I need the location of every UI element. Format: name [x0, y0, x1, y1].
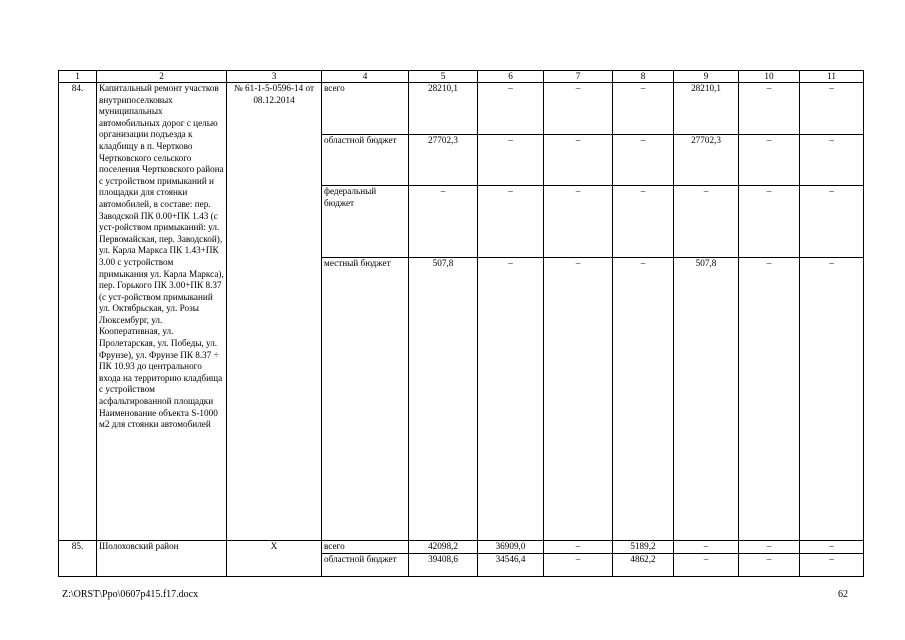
value-cell: 42098,2: [409, 541, 478, 554]
value-cell: 34546,4: [478, 553, 544, 576]
document-reference: № 61-1-5-0596-14 от 08.12.2014: [227, 83, 322, 541]
header-cell: 8: [613, 71, 674, 83]
header-cell: 2: [97, 71, 227, 83]
header-cell: 9: [674, 71, 739, 83]
value-cell: –: [478, 186, 544, 258]
object-description: Шолоховский район: [97, 541, 227, 577]
value-cell: –: [800, 553, 864, 576]
value-cell: –: [613, 258, 674, 541]
value-cell: 507,8: [674, 258, 739, 541]
funding-source: областной бюджет: [322, 135, 409, 186]
document-reference: Х: [227, 541, 322, 577]
table-row: [59, 83, 864, 135]
value-cell: –: [674, 541, 739, 554]
funding-source: федеральный бюджет: [322, 186, 409, 258]
value-cell: 4862,2: [613, 553, 674, 576]
funding-source: областной бюджет: [322, 553, 409, 576]
value-cell: 28210,1: [409, 83, 478, 135]
value-cell: –: [409, 186, 478, 258]
value-cell: –: [478, 258, 544, 541]
value-cell: –: [739, 258, 800, 541]
value-cell: –: [739, 135, 800, 186]
value-cell: –: [739, 186, 800, 258]
header-cell: 4: [322, 71, 409, 83]
value-cell: –: [674, 553, 739, 576]
value-cell: –: [544, 135, 613, 186]
value-cell: –: [613, 83, 674, 135]
funding-source: местный бюджет: [322, 258, 409, 541]
row-number: 85.: [59, 541, 97, 577]
header-row: [59, 71, 864, 83]
header-cell: 6: [478, 71, 544, 83]
value-cell: 39408,6: [409, 553, 478, 576]
value-cell: 28210,1: [674, 83, 739, 135]
header-cell: 5: [409, 71, 478, 83]
value-cell: 36909,0: [478, 541, 544, 554]
program-table: [58, 70, 864, 577]
value-cell: –: [674, 186, 739, 258]
value-cell: –: [544, 553, 613, 576]
value-cell: –: [544, 258, 613, 541]
value-cell: –: [800, 186, 864, 258]
header-cell: 3: [227, 71, 322, 83]
row-number: 84.: [59, 83, 97, 541]
funding-source: всего: [322, 541, 409, 554]
value-cell: –: [478, 83, 544, 135]
file-path: Z:\ORST\Ppo\0607p415.f17.docx: [62, 589, 199, 600]
value-cell: –: [613, 186, 674, 258]
page-number: 62: [838, 589, 848, 600]
value-cell: –: [739, 83, 800, 135]
value-cell: –: [544, 541, 613, 554]
value-cell: –: [544, 186, 613, 258]
value-cell: –: [739, 541, 800, 554]
value-cell: –: [800, 135, 864, 186]
value-cell: 5189,2: [613, 541, 674, 554]
header-cell: 1: [59, 71, 97, 83]
value-cell: –: [739, 553, 800, 576]
value-cell: –: [478, 135, 544, 186]
header-cell: 11: [800, 71, 864, 83]
value-cell: –: [800, 258, 864, 541]
table-row: [59, 541, 864, 554]
value-cell: –: [800, 541, 864, 554]
value-cell: –: [544, 83, 613, 135]
value-cell: 27702,3: [674, 135, 739, 186]
header-cell: 10: [739, 71, 800, 83]
header-cell: 7: [544, 71, 613, 83]
value-cell: 507,8: [409, 258, 478, 541]
value-cell: 27702,3: [409, 135, 478, 186]
object-description: Капитальный ремонт участков внутрипоселковых муниципальных автомобильных дорог с целью организации подъезда к кладбищу в п. Чертково Чертковского сельского поселения Чертковского района с устройством примыканий и площадки для стоянки автомобилей, в составе: пер. Заводской ПК 0.00+ПК 1.43 (с уст-ройством примыканий: ул. Первомайская, пер. Заводской), ул. Карла Маркса ПК 1.43+ПК 3.00 с устройством примыкания ул. Карла Маркса), пер. Горького ПК 3.00+ПК 8.37 (с уст-ройством примыканий ул. Октябрьская, ул. Розы Люксембург, ул. Кооперативная, ул. Пролетарская, ул. Победы, ул. Фрунзе), ул. Фрунзе ПК 8.37 ÷ ПК 10.93 до центрального входа на территорию кладбища с устройством асфальтированной площадки Наименование объекта S-1000 м2 для стоянки автомобилей: [97, 83, 227, 541]
funding-source: всего: [322, 83, 409, 135]
value-cell: –: [613, 135, 674, 186]
value-cell: –: [800, 83, 864, 135]
